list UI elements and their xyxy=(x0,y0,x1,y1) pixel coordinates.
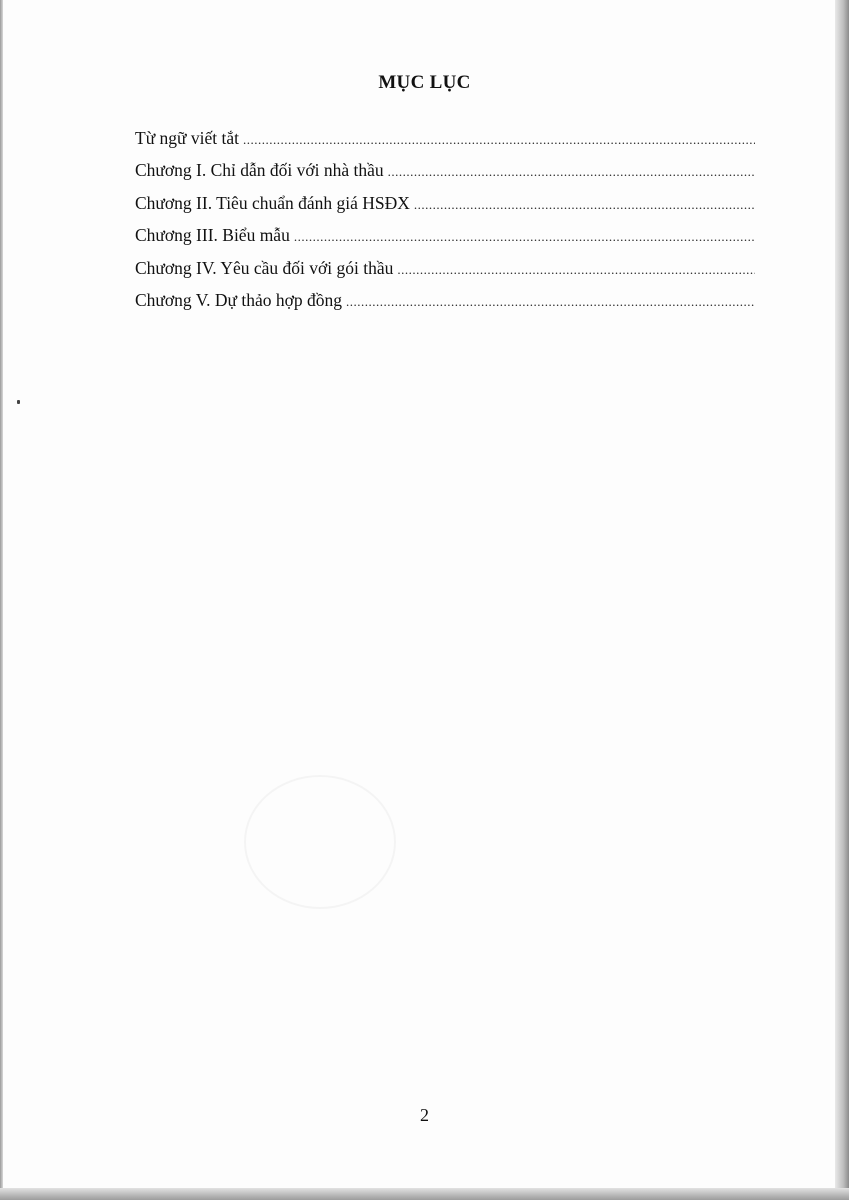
toc-entry-label: Chương I. Chỉ dẫn đối với nhà thầu xyxy=(135,160,384,181)
toc-dot-leader xyxy=(414,197,755,213)
toc-dot-leader xyxy=(294,229,755,245)
toc-entry-label: Chương V. Dự thảo hợp đồng xyxy=(135,289,342,310)
scan-edge-right xyxy=(835,0,849,1200)
toc-dot-leader xyxy=(243,132,755,148)
toc-entry-chapter-4[interactable] xyxy=(135,258,755,290)
toc-entry-chapter-2[interactable] xyxy=(135,193,755,225)
toc-entry-chapter-3[interactable] xyxy=(135,225,755,257)
faint-show-through-seal xyxy=(244,775,396,909)
toc-dot-leader xyxy=(346,294,755,310)
toc-entry-chapter-5[interactable] xyxy=(135,290,755,322)
toc-dot-leader xyxy=(388,164,755,180)
toc-entry-chapter-1[interactable] xyxy=(135,160,755,192)
toc-dot-leader xyxy=(397,262,755,278)
toc-entry-abbreviations[interactable] xyxy=(135,128,755,160)
toc-entry-label: Chương II. Tiêu chuẩn đánh giá HSĐX xyxy=(135,192,410,213)
scan-edge-left xyxy=(0,0,3,1200)
page-title: MỤC LỤC xyxy=(378,72,471,93)
scan-speck xyxy=(17,400,20,404)
toc-entry-label: Chương IV. Yêu cầu đối với gói thầu xyxy=(135,257,394,278)
toc-entry-label: Chương III. Biểu mẫu xyxy=(135,225,290,246)
page-number: 2 xyxy=(420,1105,429,1125)
table-of-contents xyxy=(135,128,755,322)
toc-entry-label: Từ ngữ viết tắt xyxy=(135,128,240,148)
scan-edge-bottom xyxy=(0,1188,849,1200)
